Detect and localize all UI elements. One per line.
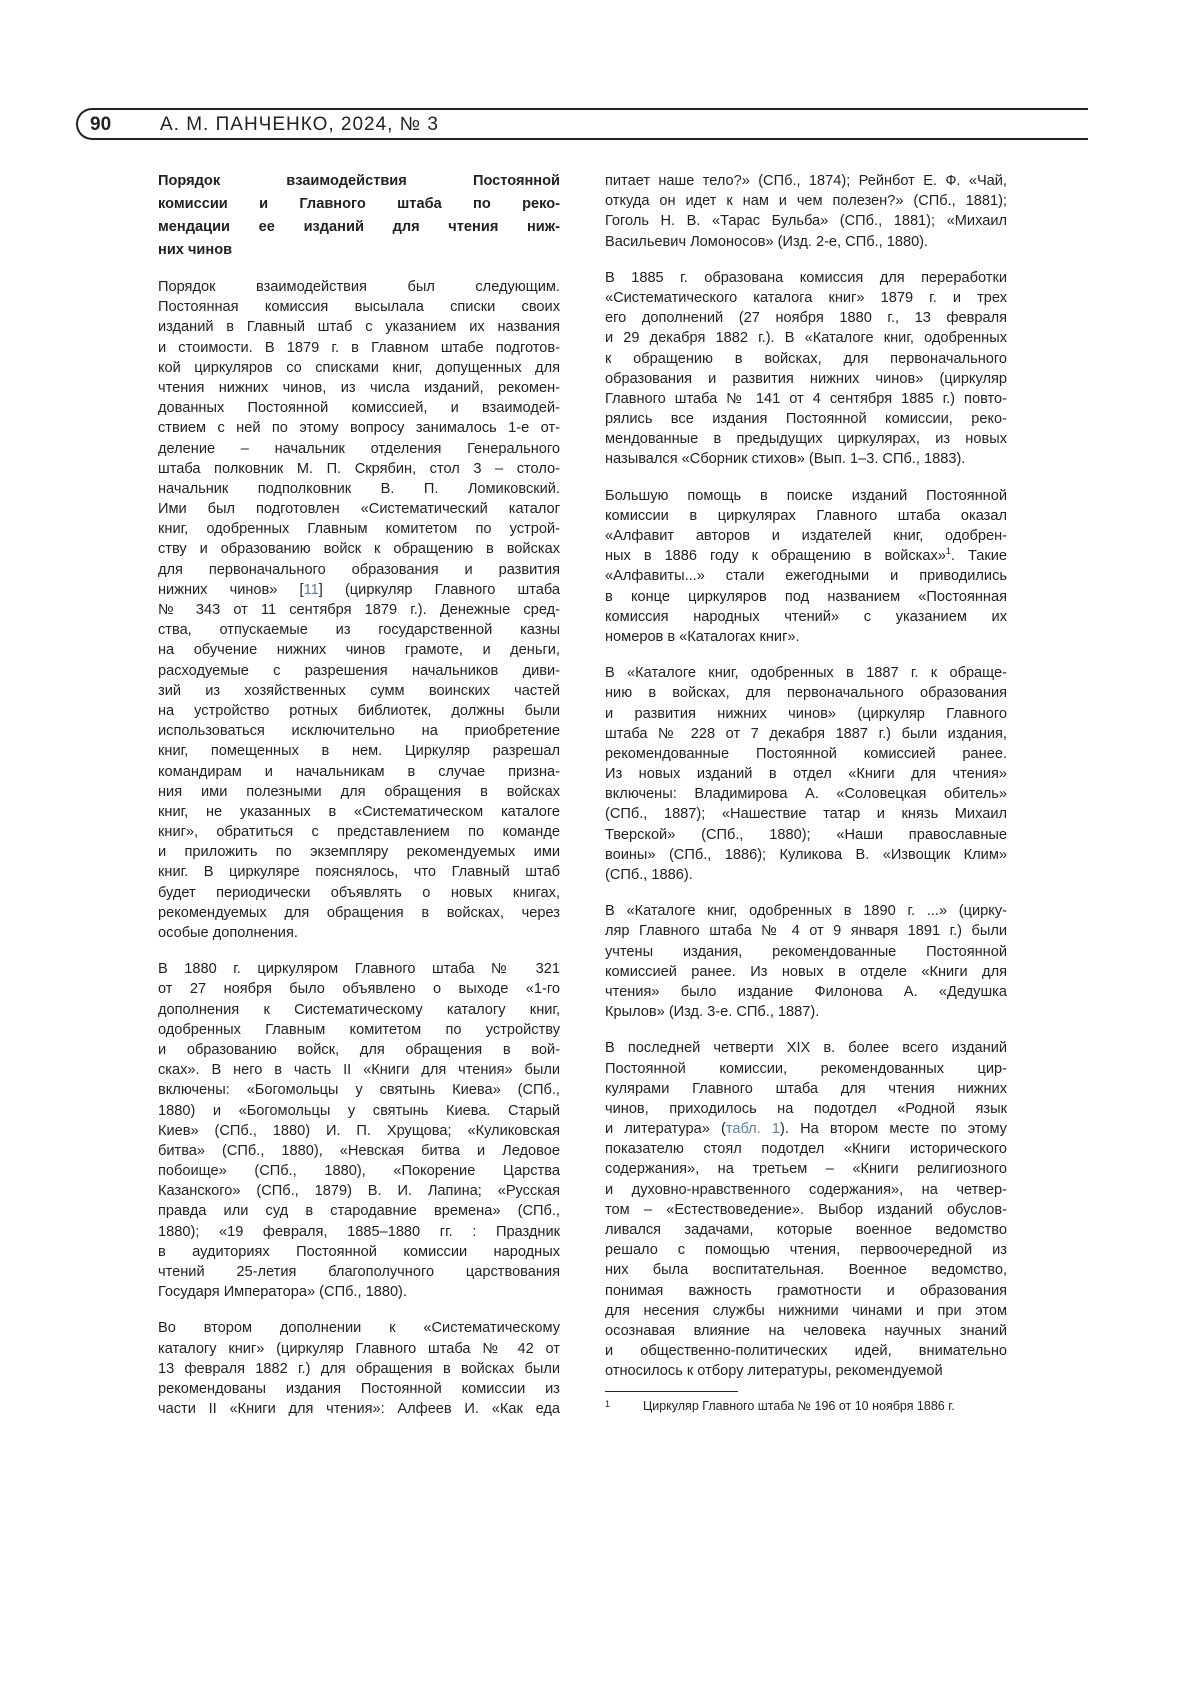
text-line: на устройство ротных библиотек, должны были [158, 701, 560, 721]
paragraph [605, 486, 1007, 648]
text-line: Казанского» (СПб., 1879) В. И. Лапина; «Русская [158, 1181, 560, 1201]
text-line: Государя Императора» (СПб., 1880). [158, 1282, 560, 1302]
text-line: относилось к отбору литературы, рекомендуемой [605, 1361, 1007, 1381]
text-segment: ных в 1886 году к обращению в войсках» [605, 548, 946, 564]
text-line: ствием с ней по этому вопросу занималось 1-е от- [158, 418, 560, 438]
text-line: ляр Главного штаба № 4 от 9 января 1891 г.) были [605, 921, 1007, 941]
text-line: побоище» (СПб., 1880), «Покорение Царства [158, 1161, 560, 1181]
text-line: нию в войсках, для первоначального образования [605, 683, 1007, 703]
running-header [76, 108, 1088, 140]
text-line: Тверской» (СПб., 1880); «Наши православные [605, 825, 1007, 845]
text-line: Ими был подготовлен «Систематический каталог [158, 499, 560, 519]
text-line: ства, отпускаемые из государственной казны [158, 620, 560, 640]
text-line: учтены издания, рекомендованные Постоянной [605, 942, 1007, 962]
footnote-text: Циркуляр Главного штаба № 196 от 10 ноября 1886 г. [643, 1399, 955, 1413]
text-line: осознавая влияние на человека научных знаний [605, 1321, 1007, 1341]
text-line: решало с помощью чтения, первоочередной из [605, 1240, 1007, 1260]
text-line: 1880); «19 февраля, 1885–1880 гг. : Праздник [158, 1222, 560, 1242]
text-line: и приложить по экземпляру рекомендуемых ими [158, 842, 560, 862]
text-line: Главного штаба № 141 от 4 сентября 1885 г.) повто- [605, 389, 1007, 409]
text-line: чтения» было издание Филонова А. «Дедушка [605, 982, 1007, 1002]
text-line: комиссия народных чтений» с указанием их [605, 607, 1007, 627]
text-line: ливался задачами, которые военное ведомство [605, 1220, 1007, 1240]
text-line: (СПб., 1887); «Нашествие татар и князь Михаил [605, 804, 1007, 824]
footnote [605, 1399, 1007, 1413]
text-line: особые дополнения. [158, 923, 560, 943]
text-line: для несения службы нижними чинами и при этом [605, 1301, 1007, 1321]
text-line: «Систематического каталога книг» 1879 г. и трех [605, 288, 1007, 308]
text-line: № 343 от 11 сентября 1879 г.). Денежные сред- [158, 600, 560, 620]
text-segment: ] (циркуляр Главного штаба [319, 582, 560, 598]
text-line: Большую помощь в поиске изданий Постоянной [605, 486, 1007, 506]
footnote-ref[interactable]: 1 [946, 546, 951, 556]
text-line: книг», обратиться с представлением по команде [158, 822, 560, 842]
text-line: зий из хозяйственных сумм воинских частей [158, 681, 560, 701]
text-line: Постоянная комиссия высылала списки своих [158, 297, 560, 317]
paragraph [158, 277, 560, 943]
text-line: них была воспитательная. Военное ведомство, [605, 1260, 1007, 1280]
text-line: кулярами Главного штаба для чтения нижних [605, 1079, 1007, 1099]
right-column [605, 171, 1007, 1398]
text-line: В 1885 г. образована комиссия для переработки [605, 268, 1007, 288]
text-line: сках». В него в часть II «Книги для чтения» были [158, 1060, 560, 1080]
text-line: и 29 декабря 1882 г.). В «Каталоге книг, одобренных [605, 328, 1007, 348]
text-line: одобренных Главным комитетом по устройству [158, 1020, 560, 1040]
text-line: книг, не указанных в «Систематическом каталоге [158, 802, 560, 822]
text-line: книг, одобренных Главным комитетом по устрой- [158, 519, 560, 539]
text-line: комиссией ранее. Из новых в отделе «Книги для [605, 962, 1007, 982]
left-column [158, 171, 560, 1435]
text-line: откуда он идет к нам и чем полезен?» (СПб., 1881); [605, 191, 1007, 211]
page-number: 90 [90, 114, 111, 136]
text-line: изданий в Главный штаб с указанием их названия [158, 317, 560, 337]
title-line: мендации ее изданий для чтения ниж- [158, 217, 560, 240]
text-line: и развития нижних чинов» (циркуляр Главного [605, 704, 1007, 724]
text-line: Во втором дополнении к «Систематическому [158, 1318, 560, 1338]
text-line: дополнения к Систематическому каталогу книг, [158, 1000, 560, 1020]
text-line: дованных Постоянной комиссией, и взаимодей- [158, 398, 560, 418]
text-line: использоваться исключительно на приобретение [158, 721, 560, 741]
text-segment: и литература» ( [605, 1121, 726, 1137]
text-line: образования и развития нижних чинов» (циркуляр [605, 369, 1007, 389]
text-line: правда или суд в стародавние времена» (СПб., [158, 1201, 560, 1221]
text-line: включены: «Богомольцы у святынь Киева» (СПб., [158, 1080, 560, 1100]
text-line: Порядок взаимодействия был следующим. [158, 277, 560, 297]
text-line: комиссии в циркулярах Главного штаба оказал [605, 506, 1007, 526]
reference-link[interactable]: табл. 1 [726, 1121, 780, 1137]
paragraph [605, 268, 1007, 470]
text-line: деление – начальник отделения Генерального [158, 439, 560, 459]
text-line: книг. В циркуляре пояснялось, что Главный штаб [158, 862, 560, 882]
text-line: содержания», на третьем – «Книги религиозного [605, 1159, 1007, 1179]
text-line: кой циркуляров со списками книг, допущенных для [158, 358, 560, 378]
text-line: Постоянной комиссии, рекомендованных цир- [605, 1059, 1007, 1079]
paragraph [605, 663, 1007, 885]
text-line: В «Каталоге книг, одобренных в 1887 г. к обраще- [605, 663, 1007, 683]
text-segment: нижних чинов» [ [158, 582, 304, 598]
text-line: 13 февраля 1882 г.) для обращения в войсках были [158, 1359, 560, 1379]
text-line: В 1880 г. циркуляром Главного штаба № 321 [158, 959, 560, 979]
text-line: рекомендуемых для обращения в войсках, через [158, 903, 560, 923]
text-line: ния ими полезными для обращения в войсках [158, 782, 560, 802]
text-line: рялись все издания Постоянной комиссии, реко- [605, 409, 1007, 429]
text-line: понимая важность грамотности и образования [605, 1281, 1007, 1301]
title-line: Порядок взаимодействия Постоянной [158, 171, 560, 194]
text-line [158, 580, 560, 600]
text-line: мендованные в предыдущих циркулярах, из новых [605, 429, 1007, 449]
footnote-number: 1 [605, 1399, 643, 1409]
footnote-divider [605, 1391, 738, 1392]
text-line [605, 546, 1007, 566]
reference-link[interactable]: 11 [304, 582, 319, 598]
text-line: штаба полковник М. П. Скрябин, стол 3 – столо- [158, 459, 560, 479]
text-line: битва» (СПб., 1880), «Невская битва и Ледовое [158, 1141, 560, 1161]
text-segment: . Такие [951, 548, 1007, 564]
text-line: том – «Естествоведение». Выбор изданий обуслов- [605, 1200, 1007, 1220]
text-line: «Алфавиты...» стали ежегодными и приводились [605, 566, 1007, 586]
text-line: и общественно-политических идей, внимательно [605, 1341, 1007, 1361]
text-line: к обращению в войсках, для первоначального [605, 349, 1007, 369]
text-line: на обучение нижних чинов грамоте, и деньги, [158, 640, 560, 660]
text-line: Крылов» (Изд. 3-е. СПб., 1887). [605, 1002, 1007, 1022]
text-line: командирам и начальникам в случае призна- [158, 762, 560, 782]
paragraph [158, 1318, 560, 1419]
text-line: рекомендованы издания Постоянной комиссии из [158, 1379, 560, 1399]
text-line: ству и образованию войск к обращению в войсках [158, 539, 560, 559]
text-line: чинов, приходилось на подотдел «Родной язык [605, 1099, 1007, 1119]
section-title [158, 171, 560, 263]
text-line: 1880) и «Богомольцы у святынь Киева. Старый [158, 1101, 560, 1121]
text-line: начальник подполковник В. П. Ломиковский. [158, 479, 560, 499]
text-line: В последней четверти XIX в. более всего изданий [605, 1038, 1007, 1058]
text-line: в конце циркуляров под названием «Постоянная [605, 587, 1007, 607]
text-line: рекомендованные Постоянной комиссией ранее. [605, 744, 1007, 764]
text-line: штаба № 228 от 7 декабря 1887 г.) были издания, [605, 724, 1007, 744]
text-line: будет периодически объявлять о новых книгах, [158, 883, 560, 903]
text-line: чтения нижних чинов, из числа изданий, рекомен- [158, 378, 560, 398]
paragraph [605, 901, 1007, 1022]
text-line: питает наше тело?» (СПб., 1874); Рейнбот Е. Ф. «Чай, [605, 171, 1007, 191]
text-line: и образованию войск, для обращения в вой- [158, 1040, 560, 1060]
text-line: и стоимости. В 1879 г. в Главном штабе подготов- [158, 338, 560, 358]
text-line: Киев» (СПб., 1880) И. П. Хрущова; «Куликовская [158, 1121, 560, 1141]
text-line: расходуемые с разрешения начальников диви- [158, 661, 560, 681]
text-line: В «Каталоге книг, одобренных в 1890 г. ...» (цирку- [605, 901, 1007, 921]
text-line [605, 1119, 1007, 1139]
text-line: Из новых изданий в отдел «Книги для чтения» [605, 764, 1007, 784]
text-line: для первоначального образования и развития [158, 560, 560, 580]
text-line: чтений 25-летия благополучного царствования [158, 1262, 560, 1282]
text-line: воины» (СПб., 1886); Куликова В. «Извощик Клим» [605, 845, 1007, 865]
text-line: каталогу книг» (циркуляр Главного штаба № 42 от [158, 1339, 560, 1359]
title-line: комиссии и Главного штаба по реко- [158, 194, 560, 217]
text-line: книг, помещенных в нем. Циркуляр разрешал [158, 741, 560, 761]
title-line: них чинов [158, 240, 560, 263]
running-title: А. М. ПАНЧЕНКО, 2024, № 3 [160, 114, 439, 136]
text-line: Васильевич Ломоносов» (Изд. 2-е, СПб., 1880). [605, 232, 1007, 252]
text-line: и духовно-нравственного содержания», на четвер- [605, 1180, 1007, 1200]
text-line: номеров в «Каталогах книг». [605, 627, 1007, 647]
paragraph [158, 959, 560, 1302]
text-line: в аудиториях Постоянной комиссии народных [158, 1242, 560, 1262]
text-line: (СПб., 1886). [605, 865, 1007, 885]
text-line: части II «Книги для чтения»: Алфеев И. «Как еда [158, 1399, 560, 1419]
text-line: от 27 ноября было объявлено о выходе «1-го [158, 979, 560, 999]
text-line: его дополнений (27 ноября 1880 г., 13 февраля [605, 308, 1007, 328]
text-line: включены: Владимирова А. «Соловецкая обитель» [605, 784, 1007, 804]
text-line: Гоголь Н. В. «Тарас Бульба» (СПб., 1881); «Михаил [605, 211, 1007, 231]
paragraph [605, 171, 1007, 252]
text-line: назывался «Сборник стихов» (Вып. 1–3. СПб., 1883). [605, 449, 1007, 469]
text-line: «Алфавит авторов и издателей книг, одобрен- [605, 526, 1007, 546]
paragraph [605, 1038, 1007, 1381]
text-line: показателю стоял подотдел «Книги исторического [605, 1139, 1007, 1159]
text-segment: ). На втором месте по этому [780, 1121, 1007, 1137]
